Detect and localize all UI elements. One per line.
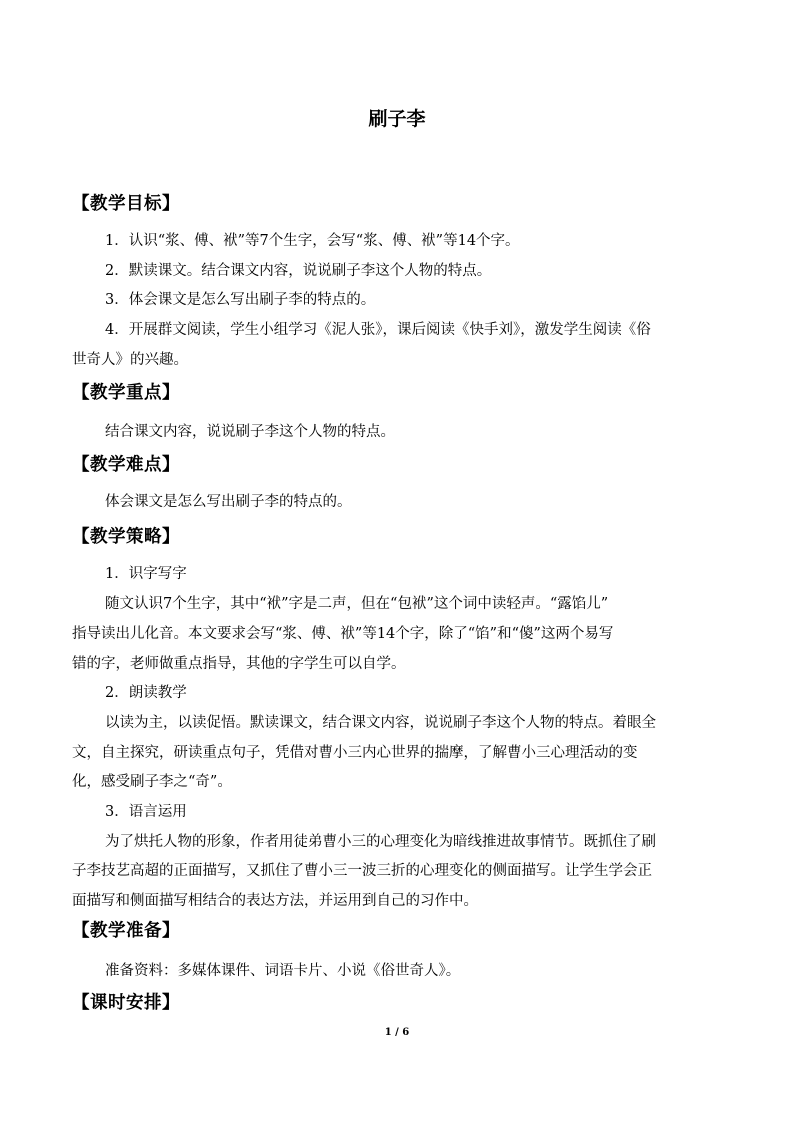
strategy-line-9: 3．语言运用 <box>105 804 187 820</box>
strategy-line-8: 化，感受刷子李之“奇”。 <box>72 774 232 790</box>
strategy-line-2: 随文认识7个生字，其中“袱”字是二声，但在“包袱”这个词中读轻声。“露馅儿” <box>105 596 609 612</box>
section-heading-schedule: 【课时安排】 <box>72 993 180 1013</box>
document-title: 刷子李 <box>368 108 426 130</box>
strategy-line-1: 1．识字写字 <box>105 566 187 582</box>
goal-line-1: 1．认识“浆、傅、袱”等7个生字，会写“浆、傅、袱”等14个字。 <box>105 233 520 249</box>
strategy-line-4: 错的字，老师做重点指导，其他的字学生可以自学。 <box>72 656 406 672</box>
strategy-line-5: 2．朗读教学 <box>105 685 187 701</box>
goal-line-4: 4．开展群文阅读，学生小组学习《泥人张》，课后阅读《快手刘》，激发学生阅读《俗 <box>105 322 651 338</box>
section-heading-difficulties: 【教学难点】 <box>72 455 180 475</box>
section-heading-strategies: 【教学策略】 <box>72 527 180 547</box>
strategy-line-12: 面描写和侧面描写相结合的表达方法，并运用到自己的习作中。 <box>72 893 478 909</box>
strategy-line-11: 子李技艺高超的正面描写，又抓住了曹小三一波三折的心理变化的侧面描写。让学生学会正 <box>72 863 652 879</box>
goal-line-4-cont: 世奇人》的兴趣。 <box>72 352 188 368</box>
strategy-line-10: 为了烘托人物的形象，作者用徒弟曹小三的心理变化为暗线推进故事情节。既抓住了刷 <box>105 834 656 850</box>
strategy-line-6: 以读为主，以读促悟。默读课文，结合课文内容，说说刷子李这个人物的特点。着眼全 <box>105 715 656 731</box>
preparation-line-1: 准备资料：多媒体课件、词语卡片、小说《俗世奇人》。 <box>105 963 461 979</box>
section-heading-key-points: 【教学重点】 <box>72 383 180 403</box>
section-heading-preparation: 【教学准备】 <box>72 921 180 941</box>
difficulty-line-1: 体会课文是怎么写出刷子李的特点的。 <box>105 494 352 510</box>
page-number: 1 / 6 <box>384 1027 410 1038</box>
strategy-line-3: 指导读出儿化音。本文要求会写“浆、傅、袱”等14个字，除了“馅”和“傻”这两个易写 <box>72 626 614 642</box>
goal-line-3: 3．体会课文是怎么写出刷子李的特点的。 <box>105 292 376 308</box>
section-heading-goals: 【教学目标】 <box>72 194 180 214</box>
key-point-line-1: 结合课文内容，说说刷子李这个人物的特点。 <box>105 424 395 440</box>
strategy-line-7: 文，自主探究，研读重点句子，凭借对曹小三内心世界的揣摩，了解曹小三心理活动的变 <box>72 745 638 761</box>
goal-line-2: 2．默读课文。结合课文内容，说说刷子李这个人物的特点。 <box>105 263 492 279</box>
